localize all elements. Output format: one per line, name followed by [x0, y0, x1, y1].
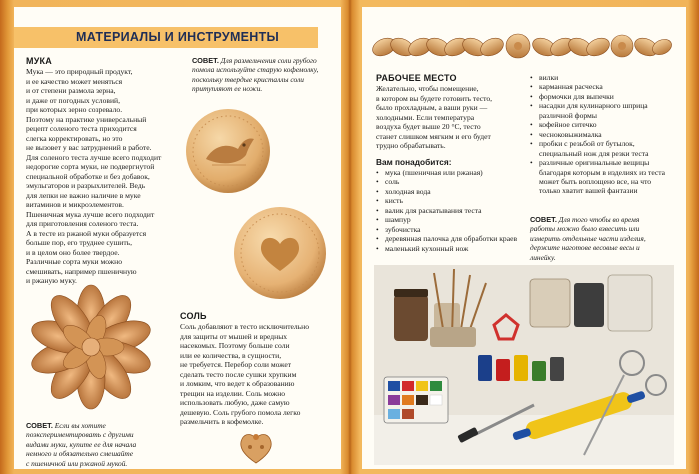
salt-heading: СОЛЬ — [180, 311, 207, 321]
tip-line: немного и обязательно смешайте — [26, 449, 134, 459]
list-item: • валик для раскатывания теста — [376, 206, 538, 215]
you-need-heading: Вам понадобится: — [376, 157, 452, 167]
tip-line: помола используйте старую кофемолку, — [192, 65, 319, 75]
text-line: для лепки не важно наличие в муке — [26, 190, 141, 200]
tip-line: Для размельчения соли грубого — [220, 56, 317, 65]
text-line: рецепт соленого теста приходится — [26, 124, 137, 133]
tip-coffee-grinder — [192, 56, 332, 94]
list-item: • различные оригинальные вещицы благодаря которым в изделиях из теста может быть воплощено все, на что только хватит вашей фантазии — [530, 158, 674, 196]
tip-label: СОВЕТ. — [192, 56, 219, 65]
text-line: Соль добавляют в тесто исключительно — [180, 322, 309, 331]
text-line: для защиты от мышей и вредных — [180, 331, 288, 341]
text-line: использовать любую, даже самую — [180, 398, 290, 407]
you-need-list — [376, 168, 538, 253]
text-line: трещин на изделии. Соль можно — [180, 388, 286, 398]
craft-tools-photo — [374, 265, 674, 465]
flour-body — [26, 67, 194, 286]
list-item: • карманная расческа — [530, 82, 674, 91]
list-item: • зубочистка — [376, 225, 538, 234]
tip-line: держите наготове весовые весы и — [530, 243, 640, 253]
workplace-heading: РАБОЧЕЕ МЕСТО — [376, 73, 457, 83]
text-line: Желательно, чтобы помещение, — [376, 84, 479, 93]
text-line: Пшеничная мука лучше всего подходит — [26, 209, 155, 219]
text-line: было прохладным, а ваши руки — — [376, 103, 488, 112]
tools-list — [530, 73, 674, 196]
text-line: Различные сорта муки можно — [26, 257, 123, 266]
text-line: и даже от погодных условий, — [26, 95, 120, 105]
list-item: • маленький кухонный нож — [376, 244, 538, 253]
list-item: • чесноковыжималка — [530, 130, 674, 139]
tip-line: притупляют ее ножи. — [192, 84, 263, 94]
text-line: Мука — это природный продукт, — [26, 67, 133, 76]
text-line: размельчить в кофемолке. — [180, 417, 264, 426]
text-line: витаминов и микроэлементов. — [26, 200, 124, 209]
tip-other-flour — [26, 421, 186, 468]
tip-line: поскольку твердые кристаллы соли — [192, 74, 304, 84]
text-line: эмульгаторов и разрыхлителей. Ведь — [26, 181, 146, 190]
chapter-title: МАТЕРИАЛЫ И ИНСТРУМЕНТЫ — [76, 30, 280, 44]
list-item: • деревянная палочка для обработки краев — [376, 234, 538, 243]
salt-body — [180, 322, 336, 427]
tip-line: Для того чтобы во время — [558, 215, 640, 224]
flour-heading: МУКА — [26, 56, 52, 66]
tip-scales — [530, 215, 676, 262]
text-line: Для соленого теста лучше всего подходит — [26, 152, 162, 162]
text-line: и в целом оно более твердое. — [26, 247, 120, 257]
tip-line: поэкспериментировать с другими — [26, 430, 134, 440]
text-line: в котором вы будете готовить тесто, — [376, 93, 493, 103]
text-line: при которых зерно созревало. — [26, 105, 123, 114]
text-line: смешивать, например пшеничную — [26, 266, 137, 276]
tip-line: видами муки, купите ее для начала — [26, 439, 137, 449]
text-line: сделать тесто после сушки хрупким — [180, 369, 297, 379]
text-line: не требуется. Перебор соли может — [180, 360, 292, 369]
braided-dough-icon — [372, 29, 672, 65]
list-item: • насадки для кулинарного шприца различной формы — [530, 101, 674, 120]
text-line: не вызовет у вас затруднений в работе. — [26, 143, 152, 152]
tip-line: Если вы хотите — [54, 421, 106, 430]
text-line: больше пор, его труднее сушить, — [26, 238, 133, 247]
text-line: слегка корректировать, но это — [26, 133, 123, 143]
text-line: дешевую. Соль грубого помола легко — [180, 407, 301, 417]
text-line: специальной обработке и без добавок, — [26, 171, 150, 181]
heart-medallion-icon — [232, 205, 328, 301]
text-line: воздуха будет выше 20 °С, тесто — [376, 122, 481, 131]
tip-line: с пшеничной или ржаной мукой. — [26, 458, 128, 468]
text-line: холодными. Если температура — [376, 112, 475, 122]
text-line: недорогие сорта муки, не подвергнутой — [26, 162, 155, 171]
list-item: • холодная вода — [376, 187, 538, 196]
list-item: • кофейное ситечко — [530, 120, 674, 129]
tip-line: измерить отдельные части изделия, — [530, 233, 646, 243]
right-page — [362, 7, 686, 469]
dough-flower-icon — [24, 279, 159, 414]
text-line: станет слишком мягким и его будет — [376, 131, 491, 141]
bird-medallion-icon — [184, 107, 272, 195]
tip-line: работы можно было взвесить или — [530, 224, 640, 234]
list-item: • вилки — [530, 73, 674, 82]
text-line: А в тесте из ржаной муки образуется — [26, 228, 147, 238]
text-line: Поэтому на практике универсальный — [26, 114, 147, 124]
list-item: • шампур — [376, 215, 538, 224]
tip-label: СОВЕТ. — [530, 215, 557, 224]
workplace-body — [376, 84, 536, 151]
text-line: насекомых. Поэтому больше соли — [180, 341, 290, 350]
left-page — [14, 7, 341, 469]
text-line: и ее качество может меняться — [26, 76, 123, 86]
text-line: и ржаную муку. — [26, 276, 77, 285]
text-line: и от степени размола зерна, — [26, 86, 116, 95]
list-item: • пробки с резьбой от бутылок, специальный нож для резки теста — [530, 139, 674, 158]
tip-label: СОВЕТ. — [26, 421, 53, 430]
list-item: • соль — [376, 177, 538, 186]
text-line: для приготовления соленого теста. — [26, 219, 139, 228]
tip-line: линейку. — [530, 252, 556, 262]
list-item: • мука (пшеничная или ржаная) — [376, 168, 538, 177]
list-item: • кисть — [376, 196, 538, 205]
text-line: или ее количества, в сущности, — [180, 350, 282, 360]
text-line: трудно обрабатывать. — [376, 141, 446, 150]
heart-ornament-icon — [236, 427, 276, 465]
text-line: и ломким, что ведет к образованию — [180, 379, 295, 388]
list-item: • формочки для выпечки — [530, 92, 674, 101]
